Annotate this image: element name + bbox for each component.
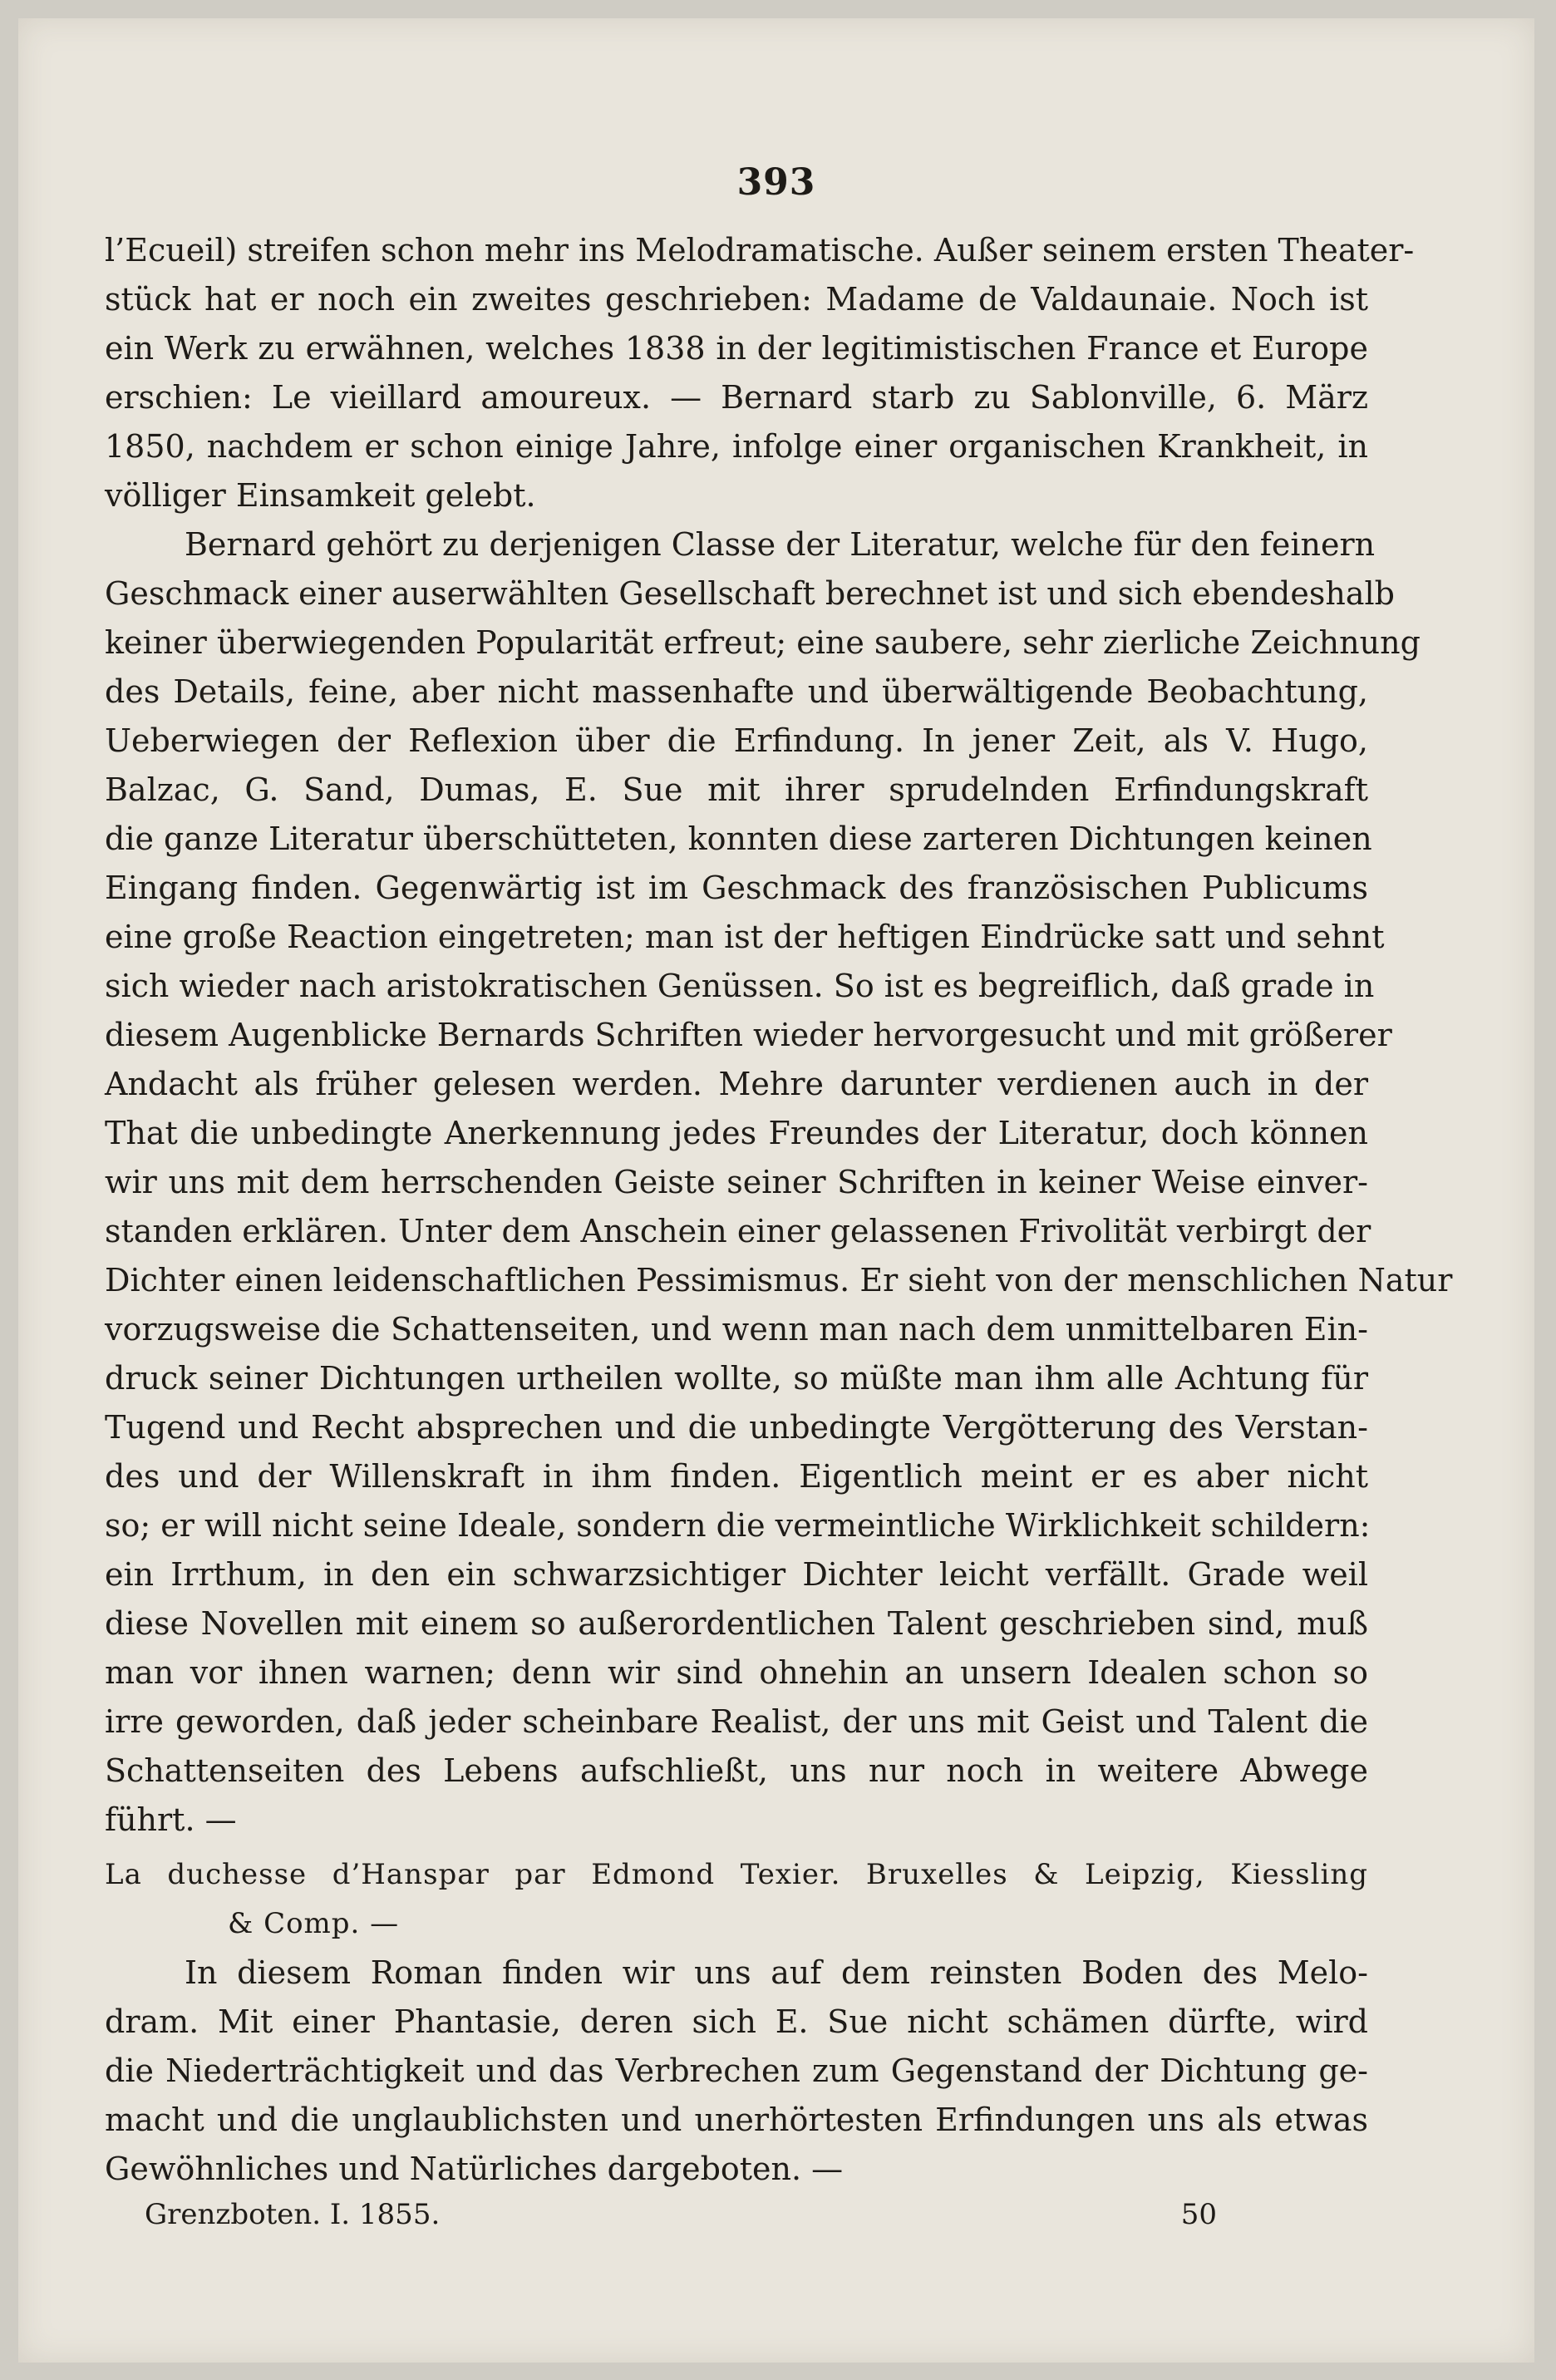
text-line: die ganze Literatur überschütteten, konnten diese zarteren Dichtungen keinen	[105, 820, 1372, 857]
text-line: eine große Reaction eingetreten; man ist der heftigen Eindrücke satt und sehnt	[105, 919, 1385, 955]
text-line: die Niederträchtigkeit und das Verbrechen zum Gegenstand der Dichtung ge-	[105, 2052, 1368, 2089]
text-line: des Details, feine, aber nicht massenhafte und überwältigende Beobachtung,	[105, 673, 1368, 710]
page	[18, 18, 1534, 2363]
text-line: des und der Willenskraft in ihm finden. Eigentlich meint er es aber nicht	[105, 1458, 1368, 1495]
text-line: & Comp. —	[228, 1907, 400, 1940]
paragraph-2	[105, 520, 1453, 1845]
text-line: sich wieder nach aristokratischen Genüssen. So ist es begreiflich, daß grade in	[105, 968, 1375, 1004]
text-line: druck seiner Dichtungen urtheilen wollte, so müßte man ihm alle Achtung für	[105, 1360, 1368, 1397]
text-line: Bernard gehört zu derjenigen Classe der Literatur, welche für den feinern	[185, 526, 1376, 563]
text-line: diesem Augenblicke Bernards Schriften wieder hervorgesucht und mit größerer	[105, 1017, 1392, 1053]
text-line: Gewöhnliches und Natürliches dargeboten. —	[105, 2151, 844, 2187]
text-line: That die unbedingte Anerkennung jedes Freundes der Literatur, doch können	[105, 1115, 1368, 1151]
text-line: wir uns mit dem herrschenden Geiste seiner Schriften in keiner Weise einver-	[105, 1164, 1368, 1200]
text-line: erschien: Le vieillard amoureux. — Bernard starb zu Sablonville, 6. März	[105, 379, 1368, 416]
text-line: Ueberwiegen der Reflexion über die Erfindung. In jener Zeit, als V. Hugo,	[105, 722, 1368, 759]
text-line: irre geworden, daß jeder scheinbare Realist, der uns mit Geist und Talent die	[105, 1703, 1368, 1740]
text-line: standen erklären. Unter dem Anschein einer gelassenen Frivolität verbirgt der	[105, 1213, 1371, 1249]
text-line: Tugend und Recht absprechen und die unbedingte Vergötterung des Verstan-	[105, 1409, 1368, 1446]
text-line: l’Ecueil) streifen schon mehr ins Melodramatische. Außer seinem ersten Theater-	[105, 232, 1415, 269]
bibliography-entry	[105, 1850, 1368, 1949]
text-line: Geschmack einer auserwählten Gesellschaft berechnet ist und sich ebendeshalb	[105, 575, 1395, 612]
paragraph-1	[105, 226, 1415, 520]
page-number: 393	[736, 161, 816, 204]
text-line: diese Novellen mit einem so außerordentlichen Talent geschrieben sind, muß	[105, 1605, 1368, 1642]
journal-footer: Grenzboten. I. 1855.	[145, 2198, 441, 2231]
text-line: völliger Einsamkeit gelebt.	[105, 477, 536, 514]
text-line: keiner überwiegenden Popularität erfreut; eine saubere, sehr zierliche Zeichnung	[105, 624, 1421, 661]
text-line: Balzac, G. Sand, Dumas, E. Sue mit ihrer sprudelnden Erfindungskraft	[105, 771, 1368, 808]
text-line: Andacht als früher gelesen werden. Mehre darunter verdienen auch in der	[105, 1066, 1368, 1102]
text-line: 1850, nachdem er schon einige Jahre, infolge einer organischen Krankheit, in	[105, 428, 1368, 465]
text-line: so; er will nicht seine Ideale, sondern die vermeintliche Wirklichkeit schildern:	[105, 1507, 1371, 1544]
text-line: macht und die unglaublichsten und unerhörtesten Erfindungen uns als etwas	[105, 2102, 1368, 2138]
text-line: ein Irrthum, in den ein schwarzsichtiger Dichter leicht verfällt. Grade weil	[105, 1556, 1368, 1593]
text-line: man vor ihnen warnen; denn wir sind ohnehin an unsern Idealen schon so	[105, 1654, 1368, 1691]
text-line: Eingang finden. Gegenwärtig ist im Geschmack des französischen Publicums	[105, 870, 1368, 906]
text-line: dram. Mit einer Phantasie, deren sich E. Sue nicht schämen dürfte, wird	[105, 2003, 1368, 2040]
text-line: Dichter einen leidenschaftlichen Pessimismus. Er sieht von der menschlichen Natur	[105, 1262, 1453, 1298]
text-line: führt. —	[105, 1801, 237, 1838]
text-line: ein Werk zu erwähnen, welches 1838 in der legitimistischen France et Europe	[105, 330, 1368, 367]
text-line: vorzugsweise die Schattenseiten, und wenn man nach dem unmittelbaren Ein-	[105, 1311, 1368, 1348]
text-line: La duchesse d’Hanspar par Edmond Texier. Bruxelles & Leipzig, Kiessling	[105, 1858, 1368, 1891]
text-line: stück hat er noch ein zweites geschrieben: Madame de Valdaunaie. Noch ist	[105, 281, 1368, 318]
text-line: Schattenseiten des Lebens aufschließt, uns nur noch in weitere Abwege	[105, 1752, 1368, 1789]
text-line: In diesem Roman finden wir uns auf dem reinsten Boden des Melo-	[185, 1954, 1368, 1991]
paragraph-3	[105, 1949, 1368, 2194]
page-footer	[145, 2198, 1217, 2231]
signature-mark: 50	[1180, 2198, 1217, 2231]
